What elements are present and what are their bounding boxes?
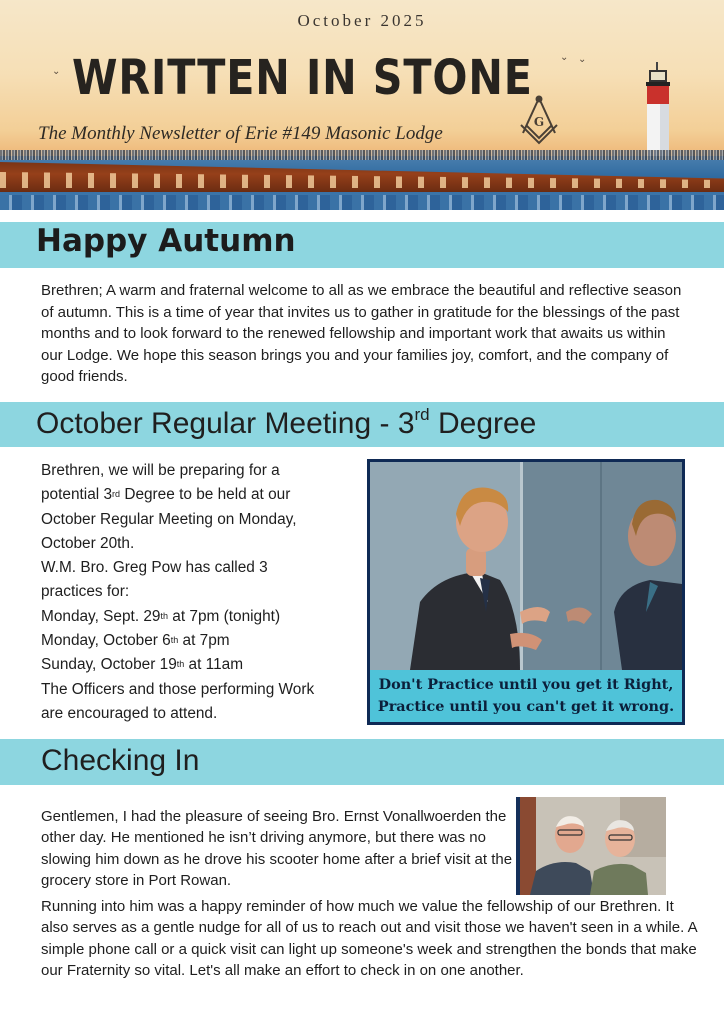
newsletter-tagline: The Monthly Newsletter of Erie #149 Masonic Lodge — [38, 123, 443, 144]
practice-photo-frame — [367, 459, 685, 725]
meeting-text-column — [41, 459, 361, 726]
checking-in-paragraph-1: Gentlemen, I had the pleasure of seeing Bro. Ernst Vonallwoerden the other day. He mentioned he isn’t driving anymore, but there was no slowing him down as he drove his scooter home after a brief visit at the grocery store in Port Rowan. — [41, 808, 513, 890]
meeting-line: The Officers and those performing Work — [41, 680, 315, 698]
bird-icon: ⌄ — [52, 66, 61, 77]
meeting-line: Brethren, we will be preparing for a — [41, 462, 280, 479]
practice-date-line: Sunday, October 19th at 11am — [41, 656, 244, 674]
brethren-selfie-photo — [516, 797, 666, 895]
section-heading-happy-autumn: Happy Autumn — [36, 223, 296, 259]
caption-line: Practice until you can't get it wrong. — [377, 698, 675, 715]
caption-line: Don't Practice until you get it Right, — [378, 676, 674, 693]
man-at-mirror-illustration — [370, 462, 682, 670]
two-men-selfie-illustration — [520, 797, 666, 895]
section-bar-happy-autumn — [0, 222, 724, 268]
meeting-line: are encouraged to attend. — [41, 704, 218, 722]
autumn-paragraph: Brethren; A warm and fraternal welcome to all as we embrace the beautiful and reflective season of autumn. This is a time of year that invites us to gather in gratitude for the blessings of the past months and to look forward to the renewed fellowship and important work that awaits us within our Lodge. We hope this season brings you and your families joy, comfort, and the company of good friends. — [41, 282, 682, 385]
header-banner — [0, 0, 724, 210]
meeting-line: October Regular Meeting on Monday, — [41, 510, 297, 528]
mirror-practice-photo — [370, 462, 682, 670]
section-heading-october-meeting — [36, 407, 536, 441]
bird-icon: ⌄ — [560, 52, 569, 63]
practice-date-line: Monday, October 6th at 7pm — [41, 632, 230, 650]
meeting-line: practices for: — [41, 583, 130, 601]
heading-text: October Regular Meeting - 3 — [36, 407, 415, 440]
newsletter-title: WRITTEN IN STONE — [72, 50, 533, 106]
section-bar-october-meeting — [0, 402, 724, 447]
pier-crowd — [0, 150, 724, 160]
checking-in-paragraph-2: Running into him was a happy reminder of how much we value the fellowship of our Brethren. It also serves as a gentle nudge for all of us to reach out and visit those we haven't seen in a while. A simple phone call or a quick visit can light up someone's week and strengthen the bonds that make our Fraternity so vital. Let's all make an effort to check in on one another. — [41, 898, 697, 980]
lake-waves — [0, 195, 724, 210]
svg-text:G: G — [533, 115, 545, 129]
bird-icon: ⌄ — [578, 54, 587, 65]
section-bar-checking-in — [0, 739, 724, 785]
section-heading-checking-in: Checking In — [41, 744, 200, 777]
square-and-compass-icon — [517, 95, 561, 147]
meeting-line: October 20th. — [41, 534, 135, 552]
heading-text: Degree — [429, 407, 537, 440]
practice-quote-caption — [370, 670, 682, 722]
issue-date: October 2025 — [297, 11, 427, 30]
meeting-line: W.M. Bro. Greg Pow has called 3 — [41, 559, 268, 577]
practice-date-line: Monday, Sept. 29th at 7pm (tonight) — [41, 607, 281, 625]
heading-superscript: rd — [414, 405, 430, 424]
meeting-line: potential 3rd Degree to be held at our — [41, 486, 291, 504]
lighthouse-illustration — [640, 62, 676, 162]
